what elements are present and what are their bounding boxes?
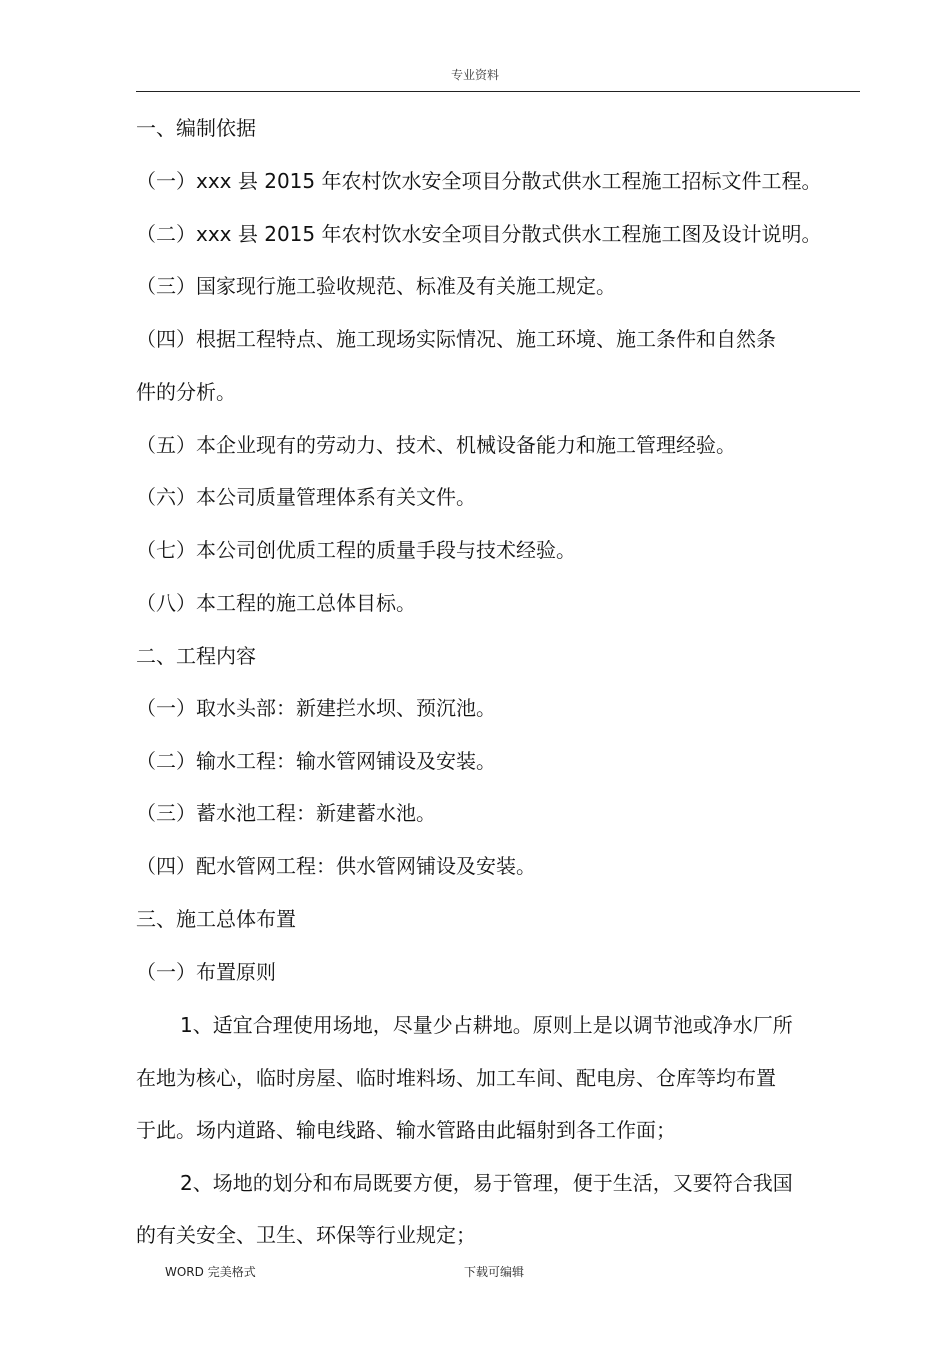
subsection-heading: （一）布置原则 — [136, 960, 276, 984]
principle-2-line-1: 2、场地的划分和布局既要方便，易于管理，便于生活，又要符合我国 — [180, 1171, 793, 1195]
content-item-3: （三）蓄水池工程：新建蓄水池。 — [136, 801, 436, 825]
basis-item-5: （五）本企业现有的劳动力、技术、机械设备能力和施工管理经验。 — [136, 433, 736, 457]
header-divider — [136, 91, 860, 92]
basis-item-7: （七）本公司创优质工程的质量手段与技术经验。 — [136, 538, 576, 562]
basis-item-4-continued: 件的分析。 — [136, 380, 236, 404]
principle-1-line-2: 在地为核心，临时房屋、临时堆料场、加工车间、配电房、仓库等均布置 — [136, 1066, 776, 1090]
basis-item-8: （八）本工程的施工总体目标。 — [136, 591, 416, 615]
principle-1-line-3: 于此。场内道路、输电线路、输水管路由此辐射到各工作面； — [136, 1118, 676, 1142]
content-item-4: （四）配水管网工程：供水管网铺设及安装。 — [136, 854, 536, 878]
section-heading-3: 三、施工总体布置 — [136, 907, 296, 931]
content-item-2: （二）输水工程：输水管网铺设及安装。 — [136, 749, 496, 773]
footer-download-label: 下载可编辑 — [464, 1265, 525, 1279]
page-header: 专业资料 — [450, 68, 499, 82]
basis-item-6: （六）本公司质量管理体系有关文件。 — [136, 485, 476, 509]
content-item-1: （一）取水头部：新建拦水坝、预沉池。 — [136, 696, 496, 720]
principle-1-line-1: 1、适宜合理使用场地，尽量少占耕地。原则上是以调节池或净水厂所 — [180, 1013, 793, 1037]
basis-item-4: （四）根据工程特点、施工现场实际情况、施工环境、施工条件和自然条 — [136, 327, 776, 351]
section-heading-1: 一、编制依据 — [136, 116, 256, 140]
principle-2-line-2: 的有关安全、卫生、环保等行业规定； — [136, 1223, 476, 1247]
basis-item-2: （二）xxx 县 2015 年农村饮水安全项目分散式供水工程施工图及设计说明。 — [136, 222, 822, 246]
footer-format-label: WORD 完美格式 — [165, 1265, 256, 1279]
basis-item-1: （一）xxx 县 2015 年农村饮水安全项目分散式供水工程施工招标文件工程。 — [136, 169, 822, 193]
section-heading-2: 二、工程内容 — [136, 644, 256, 668]
basis-item-3: （三）国家现行施工验收规范、标准及有关施工规定。 — [136, 274, 616, 298]
